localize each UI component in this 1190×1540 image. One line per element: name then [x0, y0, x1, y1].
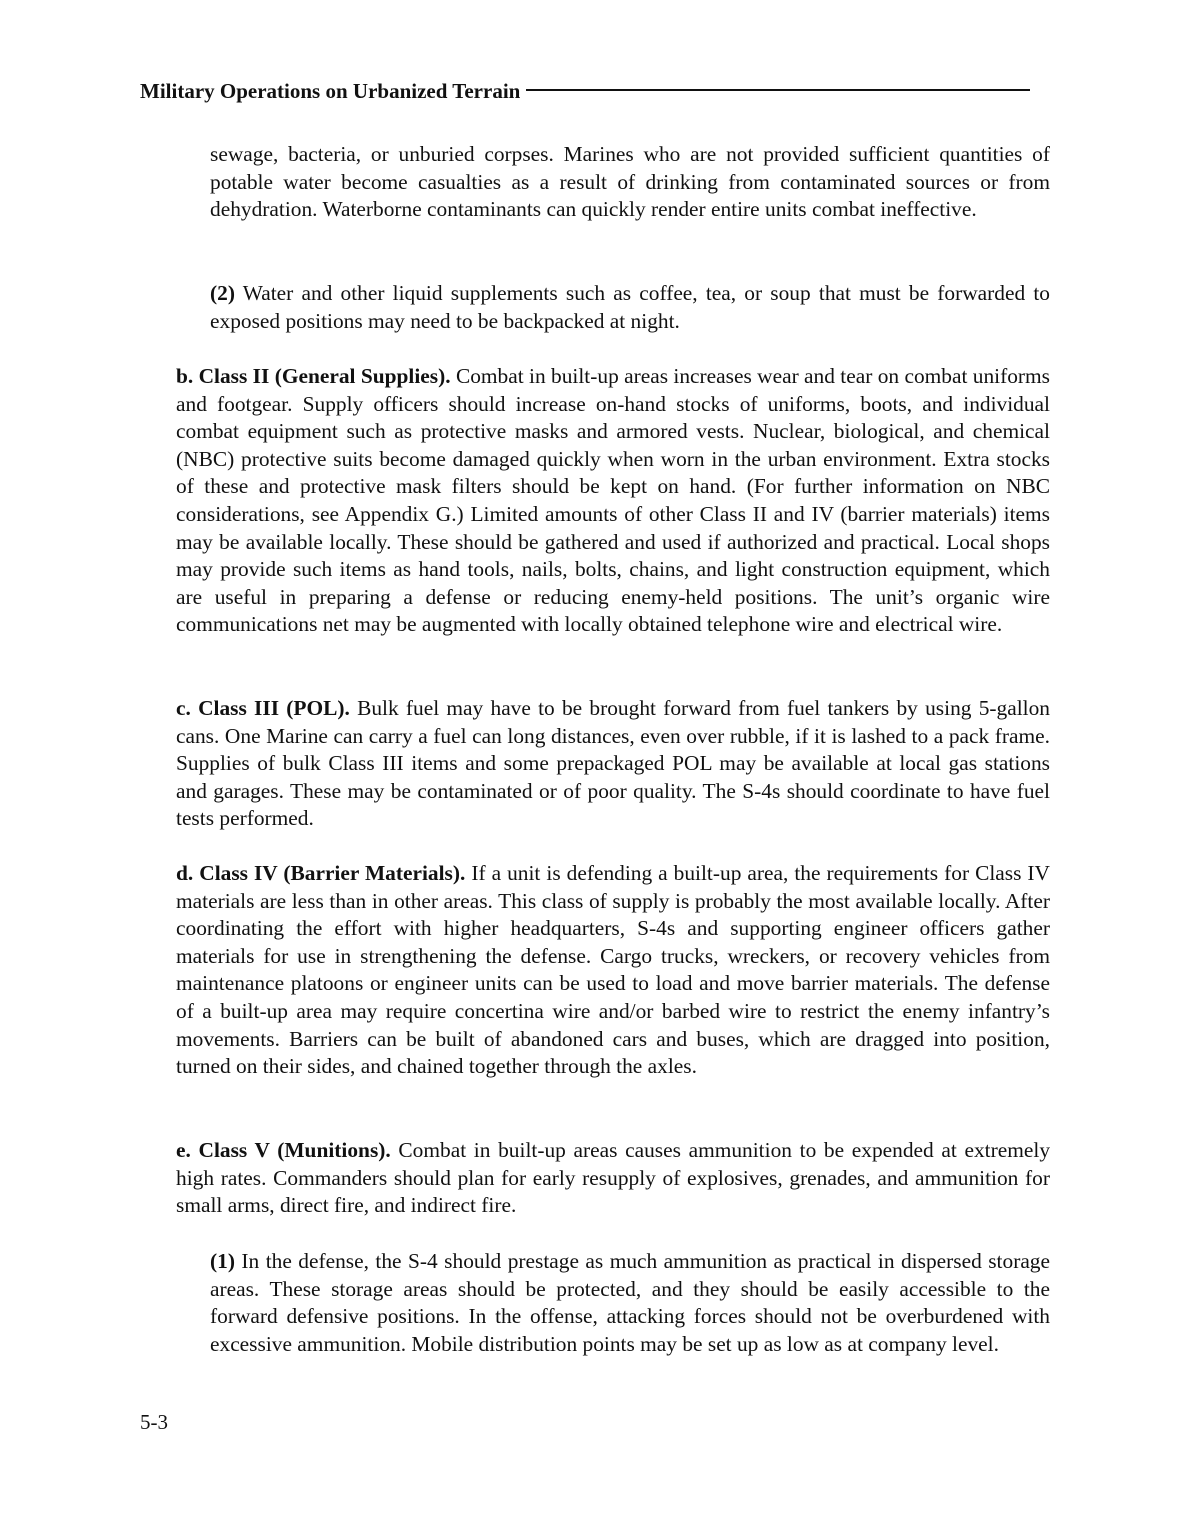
paragraph-class-iii: [176, 695, 1050, 833]
paragraph-label: (2): [210, 281, 235, 305]
paragraph-water-contamination: [210, 141, 1050, 224]
paragraph-text: Combat in built-up areas increases wear and tear on combat uniforms and footgear. Supply officers should increase on-hand stocks of uniforms, boots, and individual combat equipment such as protective masks and armored vests. Nuclear, biological, and chemical (NBC) protective suits become damaged quickly when worn in the urban environment. Extra stocks of these and protective mask filters should be kept on hand. (For further information on NBC considerations, see Appendix G.) Limited amounts of other Class II and IV (barrier materials) items may be available locally. These should be gathered and used if authorized and practical. Local shops may provide such items as hand tools, nails, bolts, chains, and light construction equipment, which are useful in preparing a defense or reducing enemy-held positions. The unit’s organic wire communications net may be augmented with locally obtained telephone wire and electrical wire.: [176, 364, 1050, 637]
paragraph-text: sewage, bacteria, or unburied corpses. Marines who are not provided sufficient quantities of potable water become casualties as a result of drinking from contaminated sources or from dehydration. Waterborne contaminants can quickly render entire units combat ineffective.: [210, 142, 1050, 222]
paragraph-ammunition-defense: [210, 1248, 1050, 1358]
running-header: [140, 76, 1030, 106]
paragraph-heading: d. Class IV (Barrier Materials).: [176, 861, 466, 885]
paragraph-heading: e. Class V (Munitions).: [176, 1138, 391, 1162]
document-title: Military Operations on Urbanized Terrain: [140, 79, 521, 103]
page-number: 5-3: [140, 1410, 168, 1434]
paragraph-label: (1): [210, 1249, 235, 1273]
paragraph-text: In the defense, the S-4 should prestage as much ammunition as practical in dispersed storage areas. These storage areas should be protected, and they should be easily accessible to the forward defensive positions. In the offense, attacking forces should not be overburdened with excessive ammunition. Mobile distribution points may be set up as low as at company level.: [210, 1249, 1050, 1356]
paragraph-heading: b. Class II (General Supplies).: [176, 364, 451, 388]
paragraph-text: If a unit is defending a built-up area, the requirements for Class IV materials are less than in other areas. This class of supply is probably the most available locally. After coordinating the effort with higher headquarters, S-4s and supporting engineer officers gather materials for use in strengthening the defense. Cargo trucks, wreckers, or recovery vehicles from maintenance platoons or engineer units can be used to load and move barrier materials. The defense of a built-up area may require concertina wire and/or barbed wire to restrict the enemy infantry’s movements. Barriers can be built of abandoned cars and buses, which are dragged into position, turned on their sides, and chained together through the axles.: [176, 861, 1050, 1079]
paragraph-text: Combat in built-up areas causes ammunition to be expended at extremely high rates. Commanders should plan for early resupply of explosives, grenades, and ammunition for small arms, direct fire, and indirect fire.: [176, 1138, 1051, 1218]
paragraph-text: Water and other liquid supplements such as coffee, tea, or soup that must be forwarded to exposed positions may need to be backpacked at night.: [210, 281, 1050, 333]
paragraph-water-supplements: [210, 280, 1050, 335]
paragraph-class-v: [176, 1137, 1050, 1220]
paragraph-class-ii: [176, 363, 1050, 639]
paragraph-heading: c. Class III (POL).: [176, 696, 350, 720]
paragraph-text: Bulk fuel may have to be brought forward from fuel tankers by using 5-gallon cans. One Marine can carry a fuel can long distances, even over rubble, if it is lashed to a pack frame. Supplies of bulk Class III items and some prepackaged POL may be available at local gas stations and garages. These may be contaminated or of poor quality. The S-4s should coordinate to have fuel tests performed.: [176, 696, 1050, 831]
header-rule: [526, 89, 1030, 91]
paragraph-class-iv: [176, 860, 1050, 1081]
